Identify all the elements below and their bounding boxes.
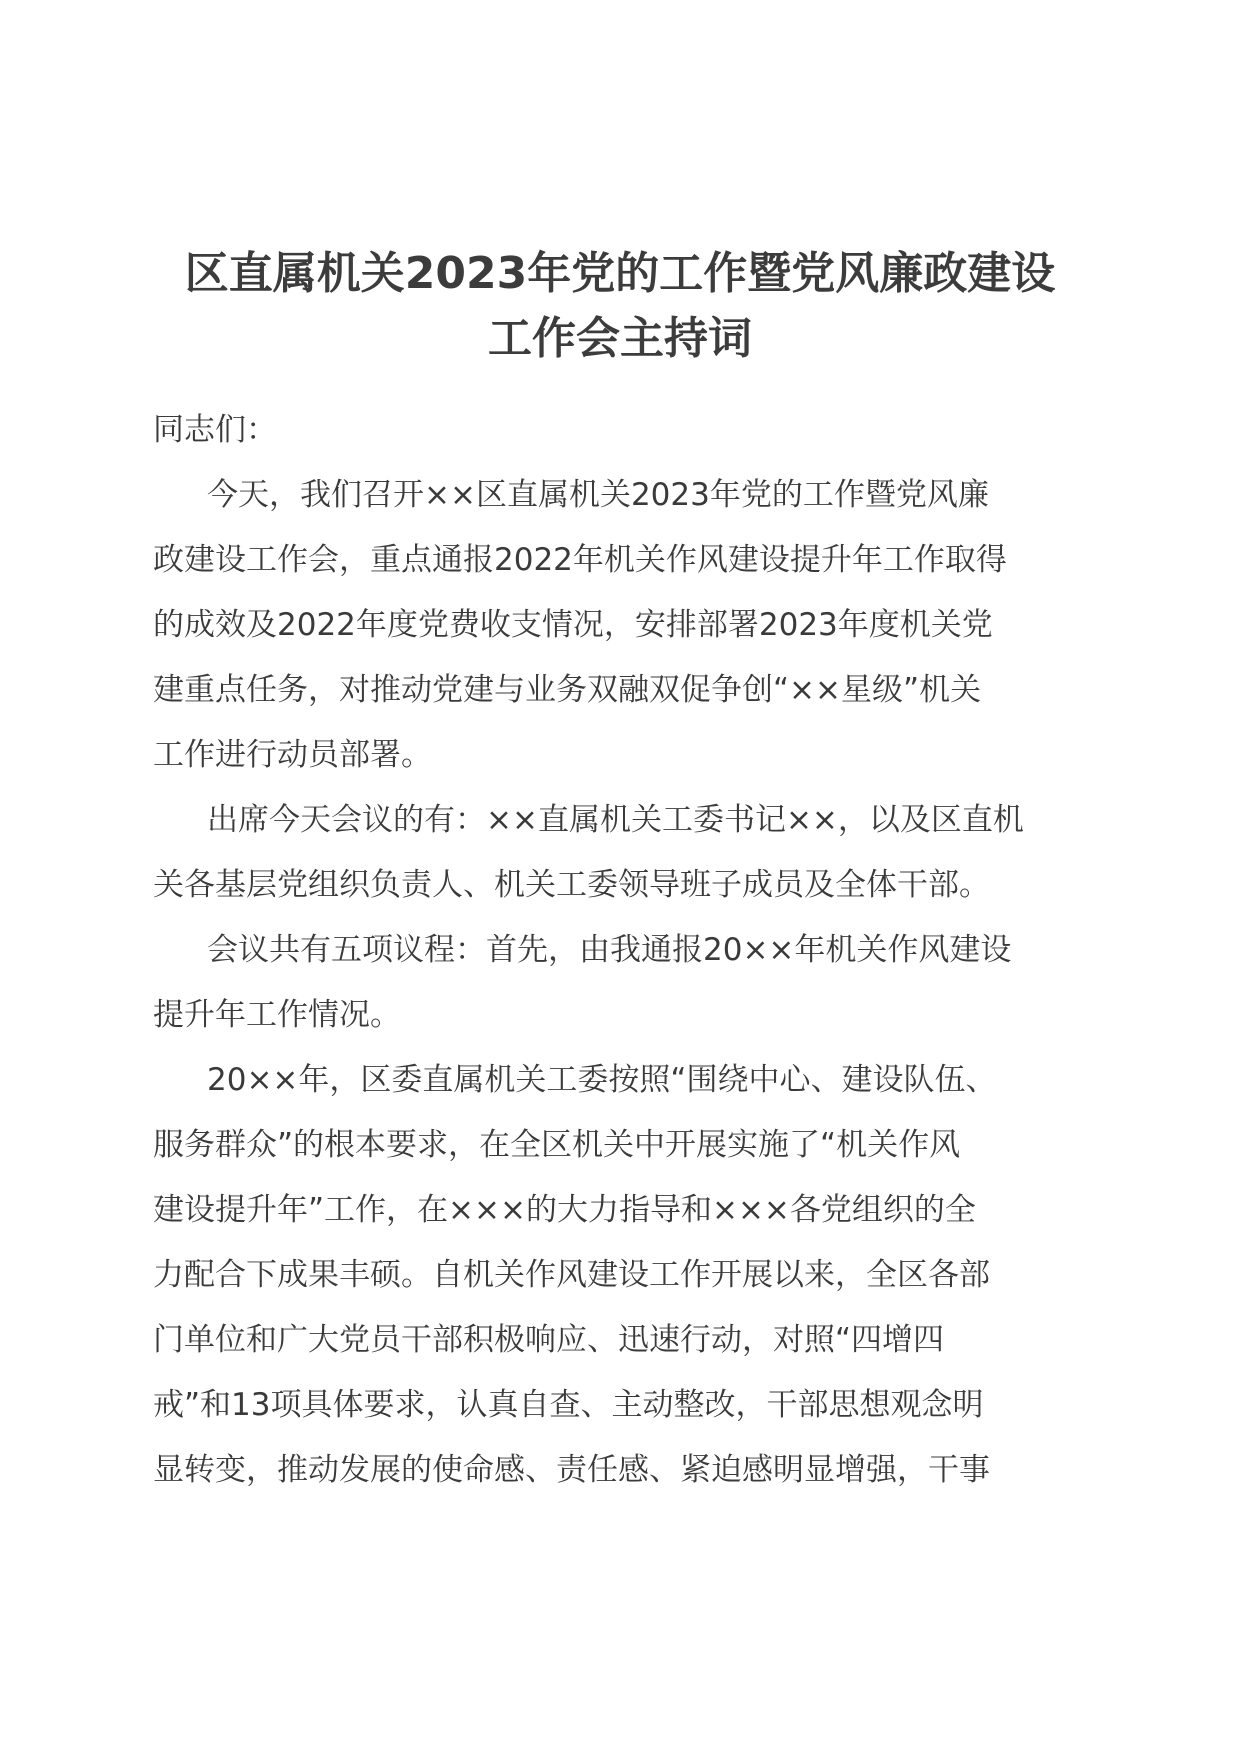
document-body [153,398,1093,1503]
text-line: 服务群众”的根本要求，在全区机关中开展实施了“机关作风 [153,1127,961,1163]
text-line: 门单位和广大党员干部积极响应、迅速行动，对照“四增四 [153,1322,945,1358]
salutation: 同志们： [153,412,277,448]
text-line: 政建设工作会，重点通报2022年机关作风建设提升年工作取得 [153,542,1007,578]
text-line: 关各基层党组织负责人、机关工委领导班子成员及全体干部。 [153,867,990,903]
text-line: 20××年，区委直属机关工委按照“围绕中心、建设队伍、 [207,1062,997,1098]
text-line: 建重点任务，对推动党建与业务双融双促争创“××星级”机关 [153,672,982,708]
text-line: 戒”和13项具体要求，认真自查、主动整改，干部思想观念明 [153,1387,984,1423]
text-line: 提升年工作情况。 [153,997,401,1033]
text-line: 出席今天会议的有：××直属机关工委书记××，以及区直机 [207,802,1024,838]
title-line-1: 区直属机关2023年党的工作暨党风廉政建设 [184,248,1056,299]
text-line: 显转变，推动发展的使命感、责任感、紧迫感明显增强，干事 [153,1452,990,1488]
text-line: 建设提升年”工作，在×××的大力指导和×××各党组织的全 [153,1192,976,1228]
document-title [150,243,1090,373]
text-line: 工作进行动员部署。 [153,737,432,773]
text-line: 力配合下成果丰硕。自机关作风建设工作开展以来，全区各部 [153,1257,990,1293]
text-line: 会议共有五项议程：首先，由我通报20××年机关作风建设 [207,932,1012,968]
text-line: 的成效及2022年度党费收支情况，安排部署2023年度机关党 [153,607,993,643]
title-line-2: 工作会主持词 [488,313,752,364]
text-line: 今天，我们召开××区直属机关2023年党的工作暨党风廉 [207,477,989,513]
